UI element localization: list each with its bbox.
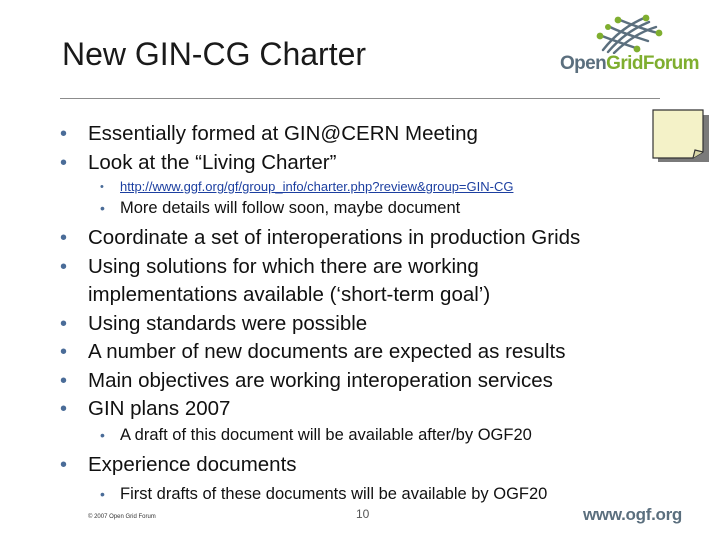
logo-word-gridforum: GridForum [606, 53, 699, 74]
ogf-logo [556, 14, 701, 80]
bullet-item [60, 451, 680, 480]
bullet-dot: • [60, 227, 68, 249]
bullet-dot: • [60, 312, 68, 335]
bullet-dot: • [100, 200, 105, 216]
page-number: 10 [356, 507, 370, 521]
bullet-item [60, 338, 680, 367]
bullet-item [60, 224, 680, 253]
bullet-dot: • [60, 123, 68, 145]
bullet-dot: • [100, 486, 105, 502]
bullet-item [60, 253, 680, 310]
bullet-text: Using solutions for which there are working [88, 254, 479, 278]
logo-grid-icon [556, 14, 701, 54]
bullet-text: Essentially formed at GIN@CERN Meeting [88, 122, 478, 145]
footer-copyright: © 2007 Open Grid Forum [88, 514, 156, 520]
sub-bullet-item [60, 197, 680, 220]
bullet-dot: • [60, 453, 68, 476]
bullet-text: Main objectives are working interoperation services [88, 368, 553, 392]
bullet-text: Coordinate a set of interoperations in production Grids [88, 226, 581, 249]
bullet-list [60, 120, 680, 506]
bullet-dot: • [100, 426, 105, 443]
sub-bullet-item [60, 424, 680, 447]
bullet-dot: • [60, 369, 68, 392]
bullet-item [60, 367, 680, 396]
bullet-text: Experience documents [88, 452, 297, 476]
bullet-text: A draft of this document will be available after/by OGF20 [120, 425, 532, 444]
bullet-text: Look at the “Living Charter” [88, 150, 337, 174]
bullet-item [60, 149, 680, 178]
sub-bullet-item [60, 177, 680, 197]
bullet-text: More details will follow soon, maybe document [120, 199, 461, 217]
title-divider [60, 98, 660, 99]
bullet-text: GIN plans 2007 [88, 397, 231, 420]
bullet-text-continuation: implementations available (‘short-term goal’) [88, 283, 491, 306]
bullet-item [60, 120, 680, 149]
sub-bullet-item [60, 483, 680, 506]
bullet-text: Using standards were possible [88, 311, 368, 335]
bullet-item [60, 310, 680, 339]
bullet-item [60, 395, 680, 424]
footer-url[interactable]: www.ogf.org [583, 505, 682, 524]
charter-link[interactable]: http://www.ggf.org/gf/group_info/charter.php?review&group=GIN-CG [120, 179, 514, 194]
bullet-dot: • [60, 341, 68, 363]
bullet-text: First drafts of these documents will be available by OGF20 [120, 485, 548, 503]
bullet-dot: • [60, 255, 68, 278]
page-title: New GIN-CG Charter [62, 36, 367, 72]
bullet-dot: • [60, 151, 68, 174]
bullet-dot: • [60, 398, 68, 420]
logo-word-open: Open [560, 53, 607, 74]
bullet-text: A number of new documents are expected as results [88, 340, 566, 363]
logo-wordmark [560, 53, 699, 75]
bullet-dot: • [100, 181, 104, 193]
